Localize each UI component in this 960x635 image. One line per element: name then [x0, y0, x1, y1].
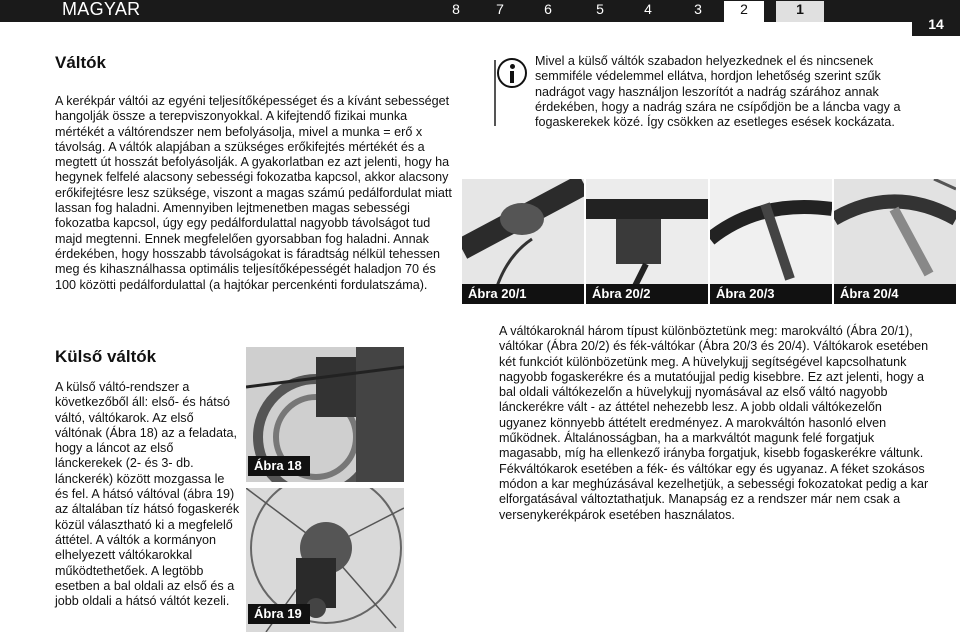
tab-6[interactable]: 6: [544, 1, 552, 17]
paragraph-valtok: A kerékpár váltói az egyéni teljesítőképességet és a kívánt sebességet hangolják össze a terepviszonyokkal. A kifejtendő fizikai munka mértékét a váltórendszer nem befolyásolja, mivel a munka = erő x távolság. A váltók alapjában a szükséges erőkifejtés mértékét és a megtett út hosszát befolyásolják. A gyakorlatban ez azt jelenti, hogy ha hegynek felfelé alacsony sebességi fokozatba kapcsol, akkor alacsony erőkifejtésre lesz szüksége, viszont a magas számú pedálfordulat miatt lassan fog haladni. Amennyiben lejtmenetben magas sebességi fokozatba kapcsol, úgy egy pedálfordulattal nagyobb távolságot tud majd megtenni. Ennek megfelelően gyorsabban fog haladni. Annak érdekében, hogy hosszabb távolságokat is fáradtság nélkül tehessen meg és kihasználhassa optimális teljesítőképességét haladjon 70 és 100 közötti pedálfordulattal (a hajtókar percenkénti fordulatszáma).: [55, 94, 452, 292]
info-note-text: Mivel a külső váltók szabadon helyezkednek el és nincsenek semmiféle védelemmel ellátva, hordjon lehetőség szerint szűk nadrágot vagy használjon leszorítót a nadrág szárához annak érdekében, hogy a nadrág szára ne csípődjön be a láncba vagy a fogaskerekek közé. Így csökken az esetleges esések kockázata.: [535, 54, 901, 130]
tab-7[interactable]: 7: [496, 1, 504, 17]
chapter-badge: 14: [912, 12, 960, 36]
header-bar: [0, 0, 960, 22]
paragraph-valtokarok: A váltókaroknál három típust különböztetünk meg: marokváltó (Ábra 20/1), váltókar (Ábra 20/2) és fék-váltókar (Ábra 20/3 és 20/4). Váltókarok esetében két funkciót különbözetünk meg. A hüvelykujj segítségével kapcsolhatunk nagyobb fogaskerékre és a mutatóujjal pedig kisebbre. Ez azt jelenti, hogy a bal oldali váltókezelőn a hüvelykujj nyomásával az első váltó nagyobb lánckerékre vált - az áttétel nehezebb lesz. A jobb oldali váltókezelőn ugyanez könnyebb áttételt eredményez. A marokváltón hasonló elven működnek. Általánosságban, ha a markváltót magunk felé forgatjuk magasabb, míg ha ellenkező irányba forgatjuk, kisebb fogaskerékre váltunk. Fékváltókarok esetében a fék- és váltókar egy és ugyanaz. A féket szokásos módon a kar meghúzásával kezelhetjük, a sebességi fokozatokat pedig a kar elforgatásával változtathatjuk. Manapság ez a rendszer már nem csak a versenykerékpárok esetében használatos.: [499, 324, 929, 522]
caption-figure-20-2: Ábra 20/2: [586, 284, 708, 304]
info-divider: [494, 60, 496, 126]
caption-figure-19: Ábra 19: [248, 604, 310, 624]
tab-5[interactable]: 5: [596, 1, 604, 17]
heading-valtok: Váltók: [55, 53, 107, 72]
tab-1[interactable]: 1: [776, 1, 824, 22]
tab-2[interactable]: 2: [724, 1, 764, 22]
heading-kulso-valtok: Külső váltók: [55, 347, 157, 366]
caption-figure-18: Ábra 18: [248, 456, 310, 476]
tab-8[interactable]: 8: [452, 1, 460, 17]
tab-4[interactable]: 4: [644, 1, 652, 17]
tab-3[interactable]: 3: [694, 1, 702, 17]
caption-figure-20-1: Ábra 20/1: [462, 284, 584, 304]
language-label: MAGYAR: [62, 0, 141, 19]
info-note: [499, 54, 919, 130]
caption-figure-20-3: Ábra 20/3: [710, 284, 832, 304]
paragraph-kulso-valtok: A külső váltó-rendszer a következőből áll: első- és hátsó váltó, váltókarok. Az első váltónak (Ábra 18) az a feladata, hogy a láncot az első lánckerekek (2- és 3- db. lánckerék) között mozgassa le és fel. A hátsó váltóval (ábra 19) az általában tíz hátsó fogaskerék közül választható ki a megfelelő áttétel. A váltók a kormányon elhelyezett váltókarokkal működtethetőek. A legtöbb esetben a bal oldali az első és a jobb oldali a hátsó váltót kezeli.: [55, 380, 240, 609]
caption-figure-20-4: Ábra 20/4: [834, 284, 956, 304]
